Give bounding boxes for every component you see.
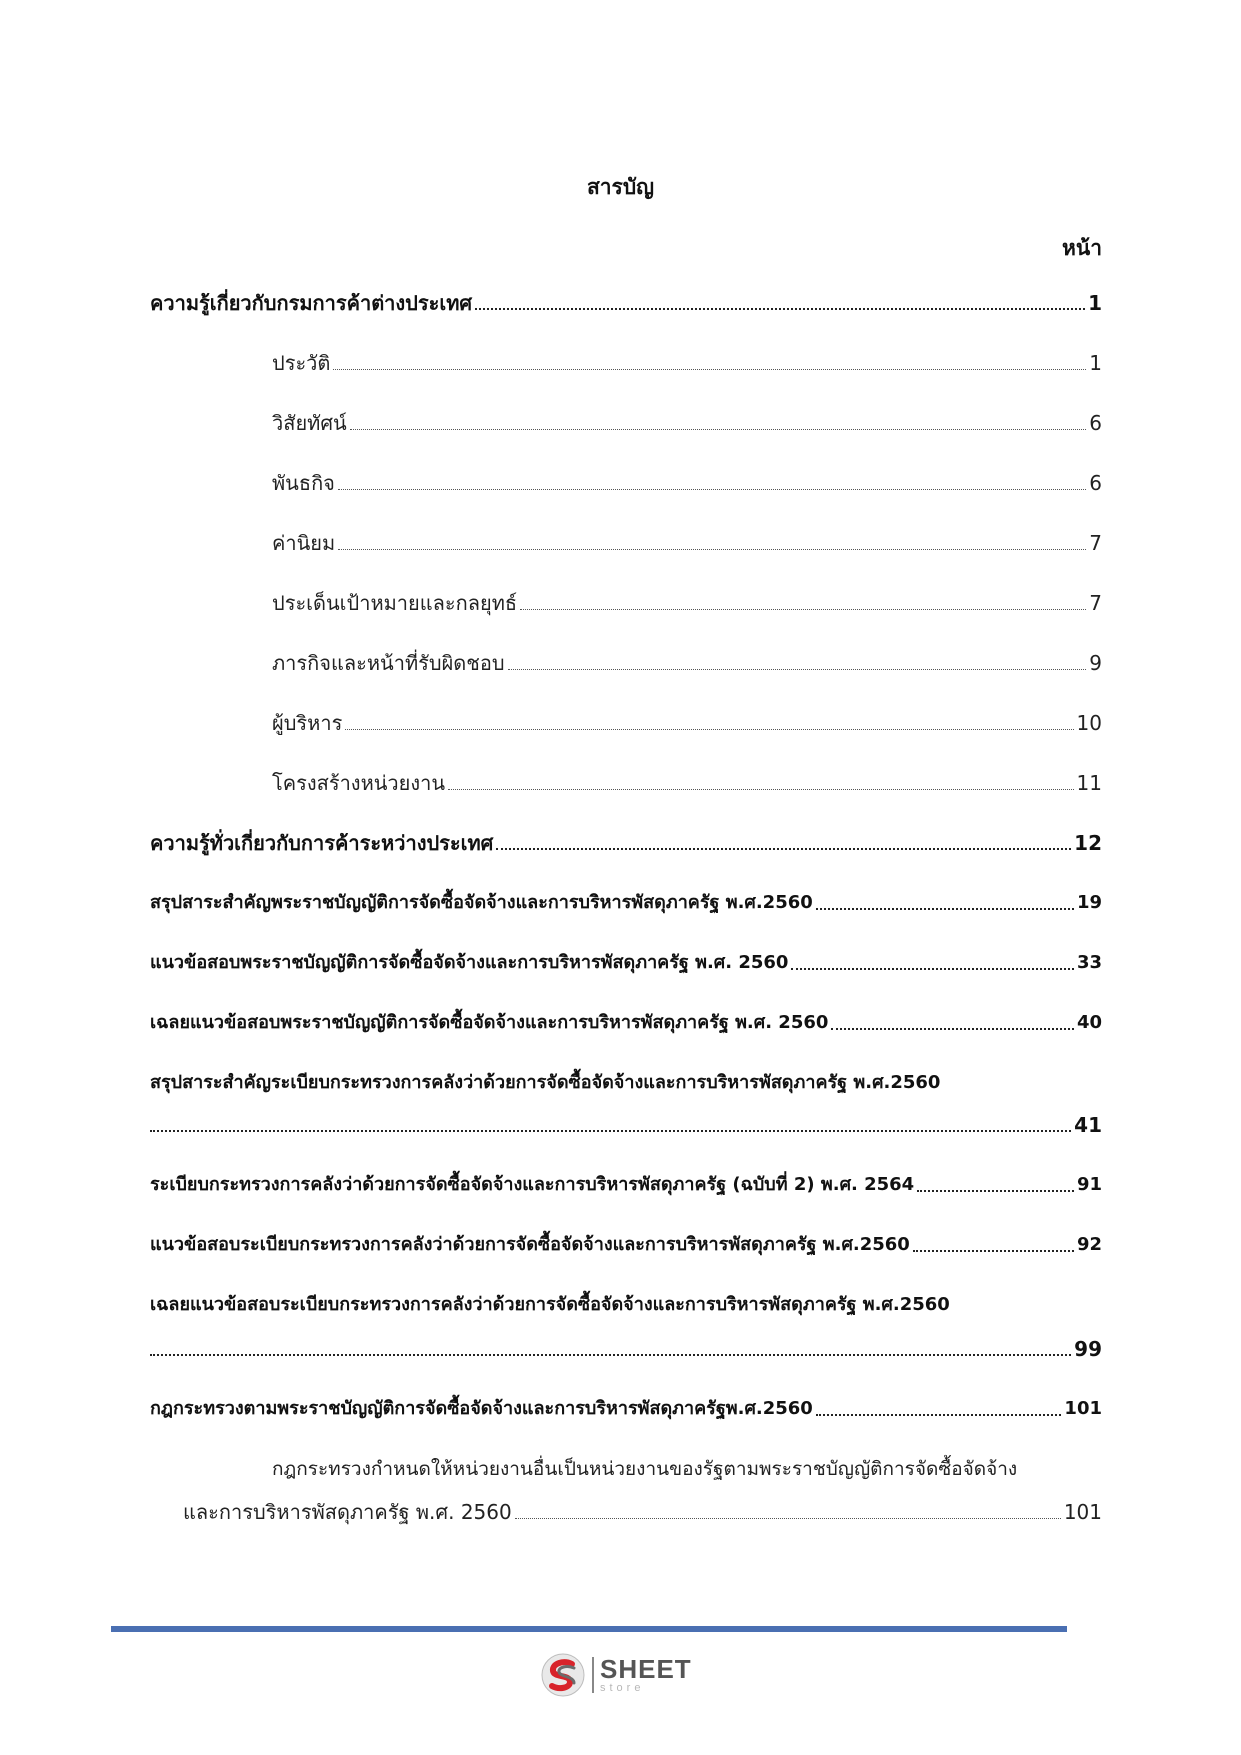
toc-entry-text: แนวข้อสอบระเบียบกระทรวงการคลังว่าด้วยการจัดซื้อจัดจ้างและการบริหารพัสดุภาครัฐ พ.ศ.2560 [150, 1234, 910, 1255]
toc-subentry [272, 408, 1102, 438]
toc-entry-page: 7 [1089, 591, 1102, 615]
toc-entry-page: 1 [1089, 351, 1102, 375]
toc-leader [515, 1510, 1061, 1519]
logo-subtext: store [600, 1682, 645, 1694]
logo-text: SHEET [600, 1654, 692, 1684]
toc-entry-text: กฎกระทรวงกำหนดให้หน่วยงานอื่นเป็นหน่วยงานของรัฐตามพระราชบัญญัติการจัดซื้อจัดจ้าง [272, 1458, 1018, 1480]
toc-entry-page: 9 [1089, 651, 1102, 675]
toc-entry-page: 33 [1076, 952, 1102, 973]
toc-leader [508, 661, 1087, 670]
toc-entry-page: 91 [1076, 1174, 1102, 1195]
toc-leader [338, 541, 1086, 550]
toc-entry-text: เฉลยแนวข้อสอบพระราชบัญญัติการจัดซื้อจัดจ้างและการบริหารพัสดุภาครัฐ พ.ศ. 2560 [150, 1012, 829, 1033]
toc-entry [150, 888, 1102, 918]
toc-entry [150, 288, 1102, 318]
toc-entry [150, 1230, 1102, 1260]
toc-entry-page: 40 [1076, 1012, 1102, 1033]
toc-entry-page: 99 [1074, 1337, 1102, 1361]
toc-entry [150, 828, 1102, 858]
toc-entry-page: 101 [1064, 1398, 1102, 1419]
toc-leader [475, 300, 1085, 310]
toc-leader [333, 361, 1086, 370]
toc-entry-text: แนวข้อสอบพระราชบัญญัติการจัดซื้อจัดจ้างและการบริหารพัสดุภาครัฐ พ.ศ. 2560 [150, 952, 789, 973]
toc-entry-text: พันธกิจ [272, 471, 335, 495]
toc-entry-text: ความรู้เกี่ยวกับกรมการค้าต่างประเทศ [150, 291, 473, 315]
toc-entry-page: 41 [1074, 1113, 1102, 1137]
toc-entry [150, 1334, 1102, 1364]
toc-leader [520, 601, 1086, 610]
toc-entry-text: กฎกระทรวงตามพระราชบัญญัติการจัดซื้อจัดจ้างและการบริหารพัสดุภาครัฐพ.ศ.2560 [150, 1398, 813, 1419]
toc-entry-text: สรุปสาระสำคัญพระราชบัญญัติการจัดซื้อจัดจ้างและการบริหารพัสดุภาครัฐ พ.ศ.2560 [150, 892, 813, 913]
toc-entry-text: สรุปสาระสำคัญระเบียบกระทรวงการคลังว่าด้วยการจัดซื้อจัดจ้างและการบริหารพัสดุภาครัฐ พ.ศ.2560 [150, 1072, 941, 1093]
toc-subentry [272, 348, 1102, 378]
toc-subentry [272, 768, 1102, 798]
toc-entry-text: ประวัติ [272, 351, 331, 375]
logo-divider [592, 1657, 594, 1693]
toc-entry-text: ระเบียบกระทรวงการคลังว่าด้วยการจัดซื้อจัดจ้างและการบริหารพัสดุภาครัฐ (ฉบับที่ 2) พ.ศ. 2564 [150, 1174, 915, 1195]
toc-entry-text: ประเด็นเป้าหมายและกลยุทธ์ [272, 591, 518, 615]
toc-leader [816, 1406, 1062, 1416]
toc-entry-text: ผู้บริหาร [272, 711, 343, 735]
toc-entry-page: 19 [1076, 892, 1102, 913]
toc-entry-text: ภารกิจและหน้าที่รับผิดชอบ [272, 651, 505, 675]
toc-entry-page: 92 [1076, 1234, 1102, 1255]
toc-subentry [272, 468, 1102, 498]
toc-subentry [272, 528, 1102, 558]
toc-entry-page: 11 [1076, 771, 1102, 795]
toc-leader [913, 1242, 1074, 1252]
toc-entry-page: 6 [1089, 471, 1102, 495]
toc-subentry [272, 708, 1102, 738]
toc-entry-text: วิสัยทัศน์ [272, 411, 347, 435]
sheet-store-logo [540, 1650, 710, 1700]
toc-entry-page: 7 [1089, 531, 1102, 555]
toc-leader [831, 1020, 1074, 1030]
toc-leader [496, 840, 1071, 850]
toc-leader [150, 1122, 1071, 1132]
toc-leader [150, 1346, 1071, 1356]
toc-entry [150, 1394, 1102, 1424]
toc-leader [917, 1182, 1074, 1192]
toc-entry-text: โครงสร้างหน่วยงาน [272, 771, 446, 795]
logo-wordmark [600, 1656, 692, 1694]
toc-entry [150, 1008, 1102, 1038]
toc-leader [350, 421, 1087, 430]
toc-entry-page: 101 [1063, 1500, 1102, 1524]
toc-title: สารบัญ [586, 175, 655, 199]
footer-rule [111, 1626, 1067, 1632]
toc-leader [338, 481, 1086, 490]
toc-subentry [272, 588, 1102, 618]
toc-leader [345, 721, 1073, 730]
toc-entry-page: 6 [1089, 411, 1102, 435]
toc-subentry [272, 648, 1102, 678]
toc-leader [448, 781, 1074, 790]
toc-entry [150, 1170, 1102, 1200]
toc-entry-text: เฉลยแนวข้อสอบระเบียบกระทรวงการคลังว่าด้วยการจัดซื้อจัดจ้างและการบริหารพัสดุภาครัฐ พ.ศ.2560 [150, 1294, 950, 1315]
toc-entry-text: และการบริหารพัสดุภาครัฐ พ.ศ. 2560 [183, 1500, 512, 1524]
toc-entry-page: 1 [1088, 291, 1102, 315]
toc-subentry [183, 1497, 1102, 1527]
toc-entry [150, 1110, 1102, 1140]
page-column-label: หน้า [1062, 236, 1102, 260]
toc-entry-text: ความรู้ทั่วเกี่ยวกับการค้าระหว่างประเทศ [150, 831, 494, 855]
toc-entry-page: 10 [1076, 711, 1102, 735]
toc-leader [791, 960, 1074, 970]
toc-leader [816, 900, 1074, 910]
toc-entry [150, 948, 1102, 978]
toc-entry-text: ค่านิยม [272, 531, 336, 555]
sheet-store-logo-icon [540, 1652, 586, 1698]
toc-entry-page: 12 [1074, 831, 1102, 855]
